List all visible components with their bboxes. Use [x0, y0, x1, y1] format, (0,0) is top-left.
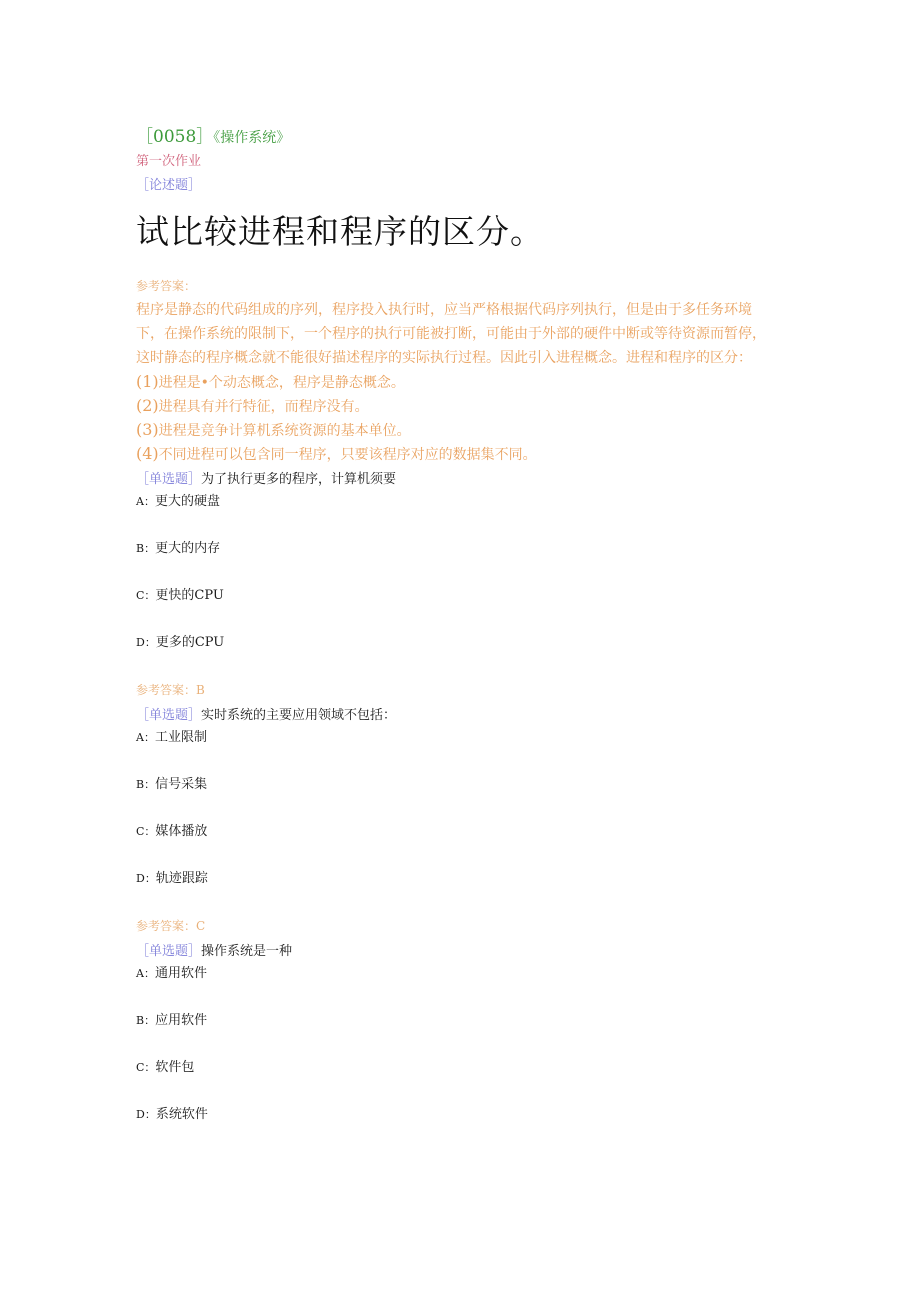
- mcq-type-label: ［单选题］: [136, 944, 202, 959]
- essay-question: 试比较进程和程序的区分。: [136, 212, 544, 251]
- assignment-title: 第一次作业: [136, 154, 202, 169]
- option-text: 信号采集: [155, 777, 208, 792]
- option-letter: B：: [136, 542, 156, 555]
- option-b: [136, 537, 786, 561]
- option-a: [136, 490, 786, 514]
- option-letter: D：: [136, 872, 156, 885]
- option-text: 轨迹跟踪: [155, 871, 208, 886]
- course-header: [136, 124, 786, 150]
- option-b: [136, 773, 786, 797]
- essay-answer-text: 程序是静态的代码组成的序列，程序投入执行时，应当严格根据代码序列执行，但是由于多任务环境下，在操作系统的限制下，一个程序的执行可能被打断，可能由于外部的硬件中断或等待资源而暂停，这时静态的程序概念就不能很好描述程序的实际执行过程。因此引入进程概念。进程和程序的区分：: [136, 302, 766, 366]
- mcq-answer: 参考答案：B: [136, 683, 205, 697]
- course-code: ［0058］: [136, 127, 214, 147]
- point-text: 进程是竞争计算机系统资源的基本单位。: [158, 423, 411, 439]
- option-letter: B：: [136, 778, 156, 791]
- option-text: 通用软件: [154, 966, 207, 981]
- course-name: 《操作系统》: [213, 130, 291, 146]
- point-text: 进程具有并行特征，而程序没有。: [158, 399, 369, 415]
- mcq-type-label: ［单选题］: [136, 708, 202, 723]
- option-a: [136, 726, 786, 750]
- option-text: 更大的硬盘: [154, 494, 220, 509]
- option-c: [136, 584, 786, 608]
- mcq-answer: 参考答案：C: [136, 919, 206, 933]
- option-text: 软件包: [155, 1060, 195, 1075]
- option-d: [136, 631, 786, 655]
- mcq-type-label: ［单选题］: [136, 472, 202, 487]
- option-c: [136, 1056, 786, 1080]
- point-number: (1): [136, 372, 159, 391]
- mcq-question: [136, 702, 786, 726]
- option-text: 应用软件: [155, 1013, 208, 1028]
- option-text: 系统软件: [155, 1107, 208, 1122]
- option-text: 更大的内存: [155, 541, 221, 556]
- mcq-question-text: 为了执行更多的程序，计算机须要: [201, 472, 397, 487]
- option-letter: A：: [136, 495, 155, 508]
- point-number: (4): [136, 444, 159, 463]
- point-text: 进程是•个动态概念，程序是静态概念。: [158, 375, 405, 391]
- mcq-question: [136, 938, 786, 962]
- option-letter: A：: [136, 967, 155, 980]
- answer-point: [136, 418, 786, 442]
- point-number: (3): [136, 420, 159, 439]
- option-b: [136, 1009, 786, 1033]
- mcq-question-text: 实时系统的主要应用领域不包括：: [201, 708, 397, 723]
- option-text: 更多的CPU: [155, 635, 225, 650]
- mcq-question-text: 操作系统是一种: [201, 944, 293, 959]
- option-letter: C：: [136, 589, 156, 602]
- option-letter: A：: [136, 731, 155, 744]
- answer-point: [136, 442, 786, 466]
- option-letter: D：: [136, 1108, 156, 1121]
- point-text: 不同进程可以包含同一程序，只要该程序对应的数据集不同。: [158, 447, 537, 463]
- option-d: [136, 1103, 786, 1127]
- mcq-question: [136, 466, 786, 490]
- option-text: 媒体播放: [155, 824, 208, 839]
- option-a: [136, 962, 786, 986]
- option-d: [136, 867, 786, 891]
- option-letter: C：: [136, 1061, 156, 1074]
- option-c: [136, 820, 786, 844]
- option-letter: D：: [136, 636, 156, 649]
- point-number: (2): [136, 396, 159, 415]
- document-page: [136, 124, 786, 1127]
- option-letter: C：: [136, 825, 156, 838]
- answer-point: [136, 394, 786, 418]
- essay-type-label: ［论述题］: [136, 178, 202, 193]
- option-text: 更快的CPU: [155, 588, 224, 603]
- answer-point: [136, 370, 786, 394]
- essay-answer-label: 参考答案：: [136, 279, 197, 293]
- option-letter: B：: [136, 1014, 156, 1027]
- option-text: 工业限制: [154, 730, 207, 745]
